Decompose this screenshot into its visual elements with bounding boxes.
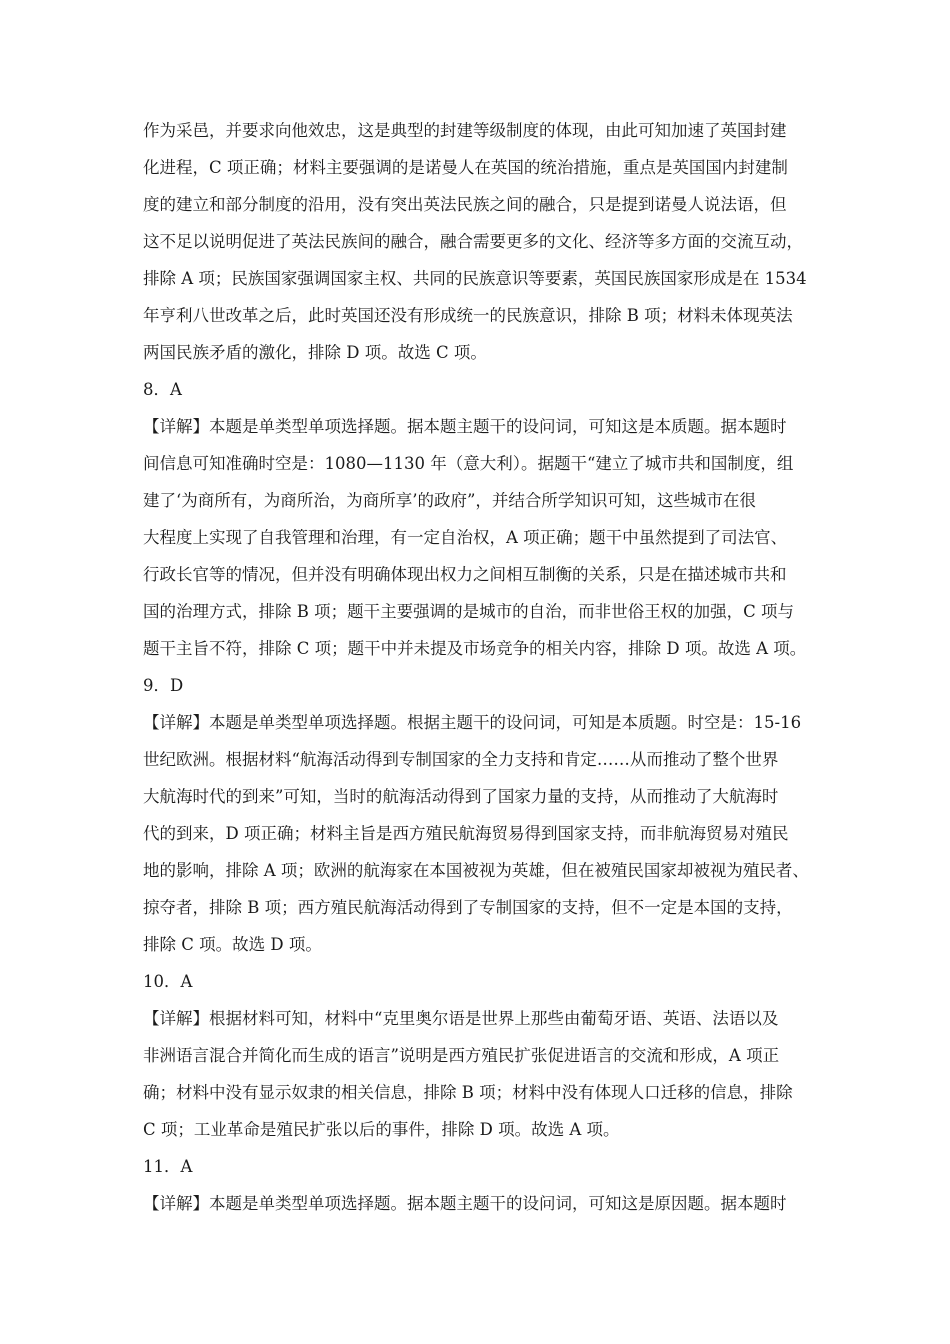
answer-heading-8: 8．A xyxy=(143,380,182,399)
text-line: 建了‘为商所有，为商所治，为商所享’的政府”，并结合所学知识可知，这些城市在很 xyxy=(143,491,756,510)
text-line: 行政长官等的情况，但并没有明确体现出权力之间相互制衡的关系，只是在描述城市共和 xyxy=(143,565,787,584)
text-line: 年亨利八世改革之后，此时英国还没有形成统一的民族意识，排除 B 项；材料未体现英法 xyxy=(143,306,793,325)
text-line: 【详解】根据材料可知，材料中“克里奥尔语是世界上那些由葡萄牙语、英语、法语以及 xyxy=(143,1009,779,1028)
text-line: 题干主旨不符，排除 C 项；题干中并未提及市场竞争的相关内容，排除 D 项。故选 A 项。 xyxy=(143,639,807,658)
text-line: 非洲语言混合并简化而生成的语言”说明是西方殖民扩张促进语言的交流和形成，A 项正 xyxy=(143,1046,780,1065)
text-line: 这不足以说明促进了英法民族间的融合，融合需要更多的文化、经济等多方面的交流互动， xyxy=(143,232,803,251)
text-line: 国的治理方式，排除 B 项；题干主要强调的是城市的自治，而非世俗王权的加强，C 项与 xyxy=(143,602,794,621)
answer-heading-9: 9．D xyxy=(143,676,184,695)
text-line: 代的到来，D 项正确；材料主旨是西方殖民航海贸易得到国家支持，而非航海贸易对殖民 xyxy=(143,824,789,843)
text-line: 化进程，C 项正确；材料主要强调的是诺曼人在英国的统治措施，重点是英国国内封建制 xyxy=(143,158,788,177)
text-line: 度的建立和部分制度的沿用，没有突出英法民族之间的融合，只是提到诺曼人说法语，但 xyxy=(143,195,787,214)
answer-heading-11: 11．A xyxy=(143,1157,193,1176)
text-line: 间信息可知准确时空是：1080—1130 年（意大利）。据题干“建立了城市共和国制度，组 xyxy=(143,454,794,473)
text-line: 两国民族矛盾的激化，排除 D 项。故选 C 项。 xyxy=(143,343,487,362)
text-line: 地的影响，排除 A 项；欧洲的航海家在本国被视为英雄，但在被殖民国家却被视为殖民者、 xyxy=(143,861,809,880)
text-line: 作为采邑，并要求向他效忠，这是典型的封建等级制度的体现，由此可知加速了英国封建 xyxy=(143,121,787,140)
text-line: 排除 C 项。故选 D 项。 xyxy=(143,935,322,954)
text-line: 世纪欧洲。根据材料“航海活动得到专制国家的全力支持和肯定……从而推动了整个世界 xyxy=(143,750,779,769)
text-line: 【详解】本题是单类型单项选择题。根据主题干的设问词，可知是本质题。时空是：15-16 xyxy=(143,713,802,732)
text-line: C 项；工业革命是殖民扩张以后的事件，排除 D 项。故选 A 项。 xyxy=(143,1120,620,1139)
text-line: 大航海时代的到来”可知，当时的航海活动得到了国家力量的支持，从而推动了大航海时 xyxy=(143,787,779,806)
document-body xyxy=(143,112,811,1222)
text-line: 排除 A 项；民族国家强调国家主权、共同的民族意识等要素，英国民族国家形成是在 1534 xyxy=(143,269,807,288)
text-line: 大程度上实现了自我管理和治理，有一定自治权，A 项正确；题干中虽然提到了司法官、 xyxy=(143,528,788,547)
text-line: 掠夺者，排除 B 项；西方殖民航海活动得到了专制国家的支持，但不一定是本国的支持， xyxy=(143,898,793,917)
text-line: 【详解】本题是单类型单项选择题。据本题主题干的设问词，可知这是原因题。据本题时 xyxy=(143,1194,787,1213)
text-line: 确；材料中没有显示奴隶的相关信息，排除 B 项；材料中没有体现人口迁移的信息，排除 xyxy=(143,1083,793,1102)
text-line: 【详解】本题是单类型单项选择题。据本题主题干的设问词，可知这是本质题。据本题时 xyxy=(143,417,787,436)
answer-heading-10: 10．A xyxy=(143,972,193,991)
